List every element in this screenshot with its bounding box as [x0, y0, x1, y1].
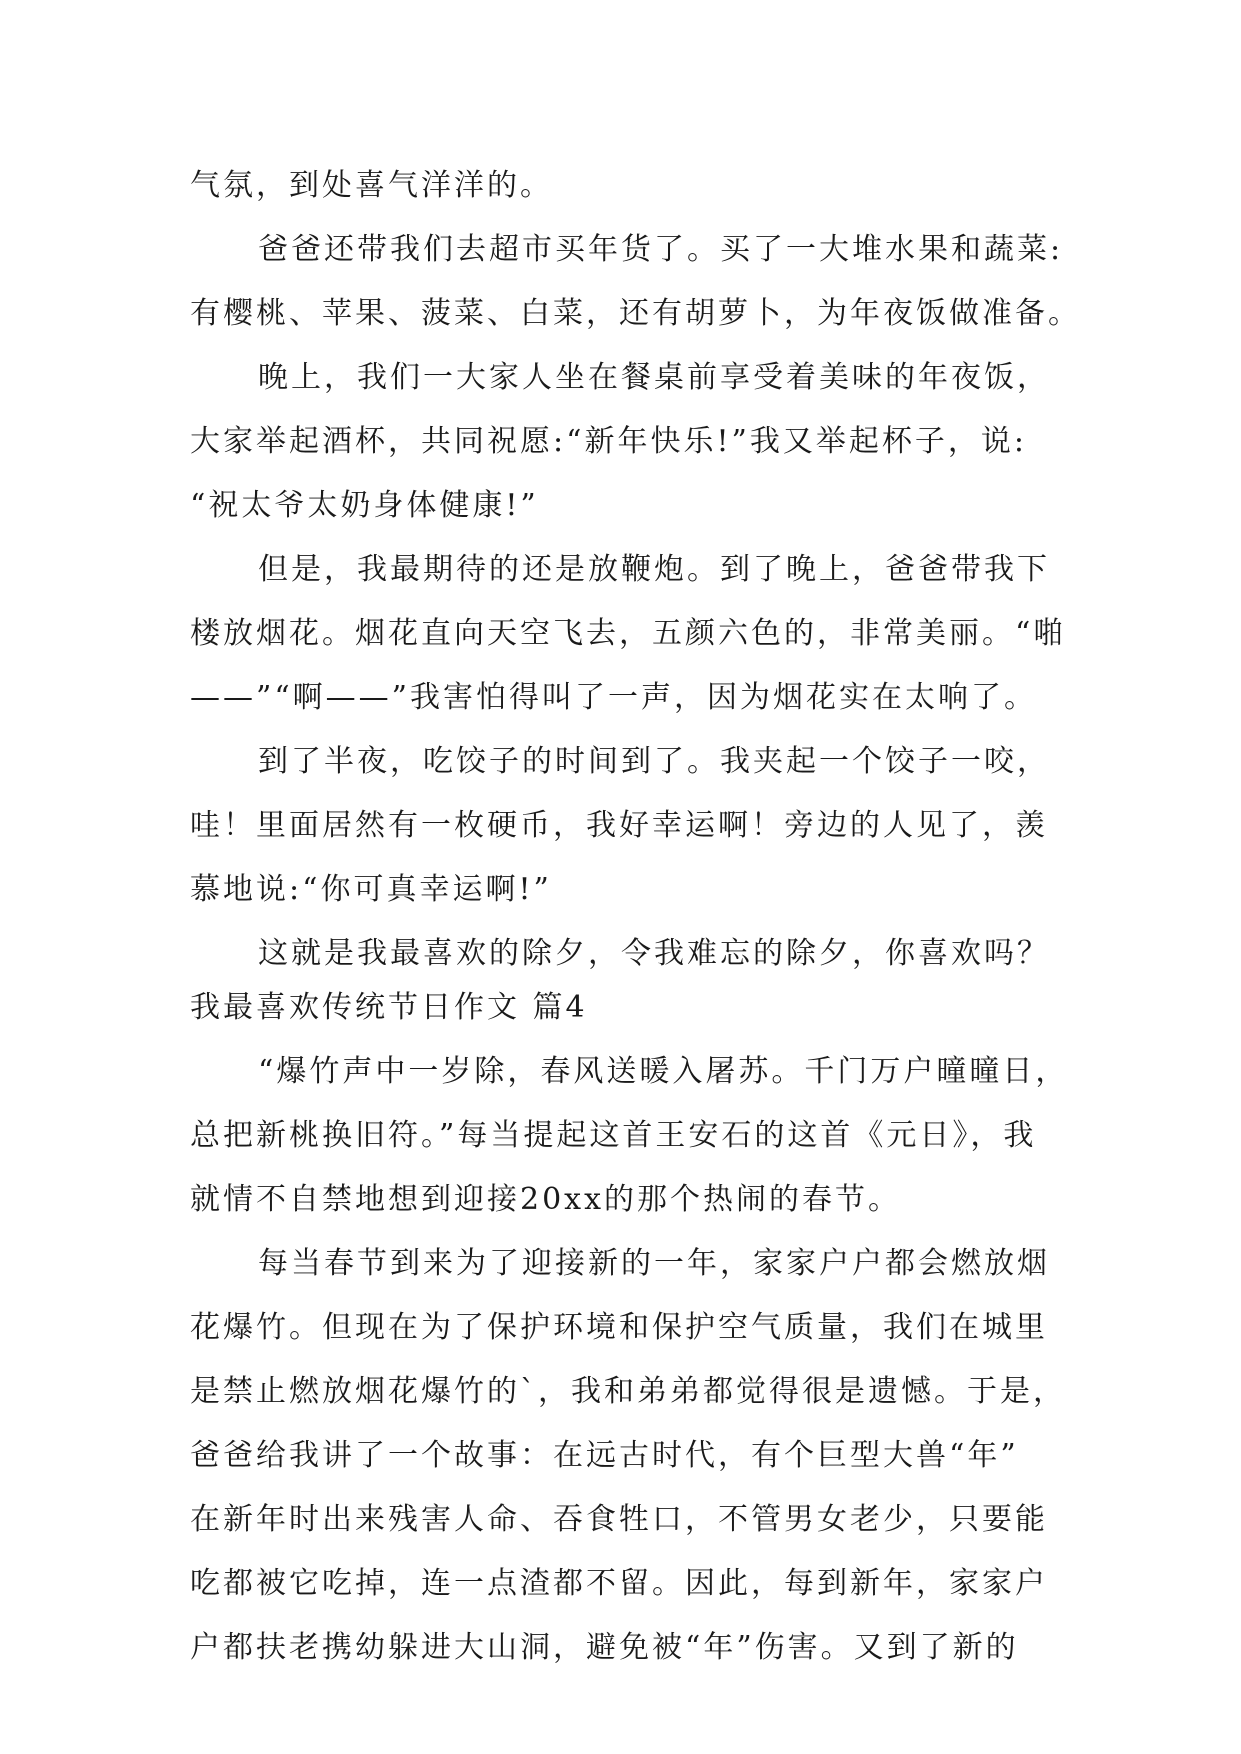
- text-line: 到了半夜，吃饺子的时间到了。我夹起一个饺子一咬，: [258, 744, 1050, 779]
- text-line: 每当春节到来为了迎接新的一年，家家户户都会燃放烟: [258, 1246, 1050, 1281]
- text-line: 是禁止燃放烟花爆竹的`，我和弟弟都觉得很是遗憾。于是，: [190, 1374, 1066, 1409]
- text-line: 哇！里面居然有一枚硬币，我好幸运啊！旁边的人见了，羡: [190, 808, 1048, 843]
- text-line: 就情不自禁地想到迎接20xx的那个热闹的春节。: [190, 1182, 902, 1217]
- text-line: 这就是我最喜欢的除夕，令我难忘的除夕，你喜欢吗？: [258, 936, 1050, 971]
- text-line: 爸爸给我讲了一个故事：在远古时代，有个巨型大兽“年”: [190, 1438, 1019, 1473]
- text-line: 总把新桃换旧符。”每当提起这首王安石的这首《元日》，我: [190, 1118, 1037, 1153]
- text-line: 在新年时出来残害人命、吞食牲口，不管男女老少，只要能: [190, 1502, 1048, 1537]
- text-line: 但是，我最期待的还是放鞭炮。到了晚上，爸爸带我下: [258, 552, 1050, 587]
- text-line: 楼放烟花。烟花直向天空飞去，五颜六色的，非常美丽。“啪: [190, 616, 1067, 651]
- text-line: “爆竹声中一岁除，春风送暖入屠苏。千门万户曈曈日，: [258, 1054, 1069, 1089]
- text-line: 气氛，到处喜气洋洋的。: [190, 168, 553, 203]
- text-line: 花爆竹。但现在为了保护环境和保护空气质量，我们在城里: [190, 1310, 1048, 1345]
- text-line: 慕地说:“你可真幸运啊!”: [190, 872, 552, 907]
- text-line: “祝太爷太奶身体健康!”: [190, 488, 539, 523]
- text-line: 晚上，我们一大家人坐在餐桌前享受着美味的年夜饭，: [258, 360, 1050, 395]
- text-line: 户都扶老携幼躲进大山洞，避免被“年”伤害。又到了新的: [190, 1630, 1019, 1665]
- text-line: 大家举起酒杯，共同祝愿:“新年快乐!”我又举起杯子，说:: [190, 424, 1027, 459]
- section-heading: 我最喜欢传统节日作文 篇4: [190, 990, 588, 1025]
- text-line: 有樱桃、苹果、菠菜、白菜，还有胡萝卜，为年夜饭做准备。: [190, 296, 1081, 331]
- text-line: 吃都被它吃掉，连一点渣都不留。因此，每到新年，家家户: [190, 1566, 1048, 1601]
- text-line: 爸爸还带我们去超市买年货了。买了一大堆水果和蔬菜:: [258, 232, 1064, 267]
- text-line: ——”“啊——”我害怕得叫了一声，因为烟花实在太响了。: [190, 680, 1038, 715]
